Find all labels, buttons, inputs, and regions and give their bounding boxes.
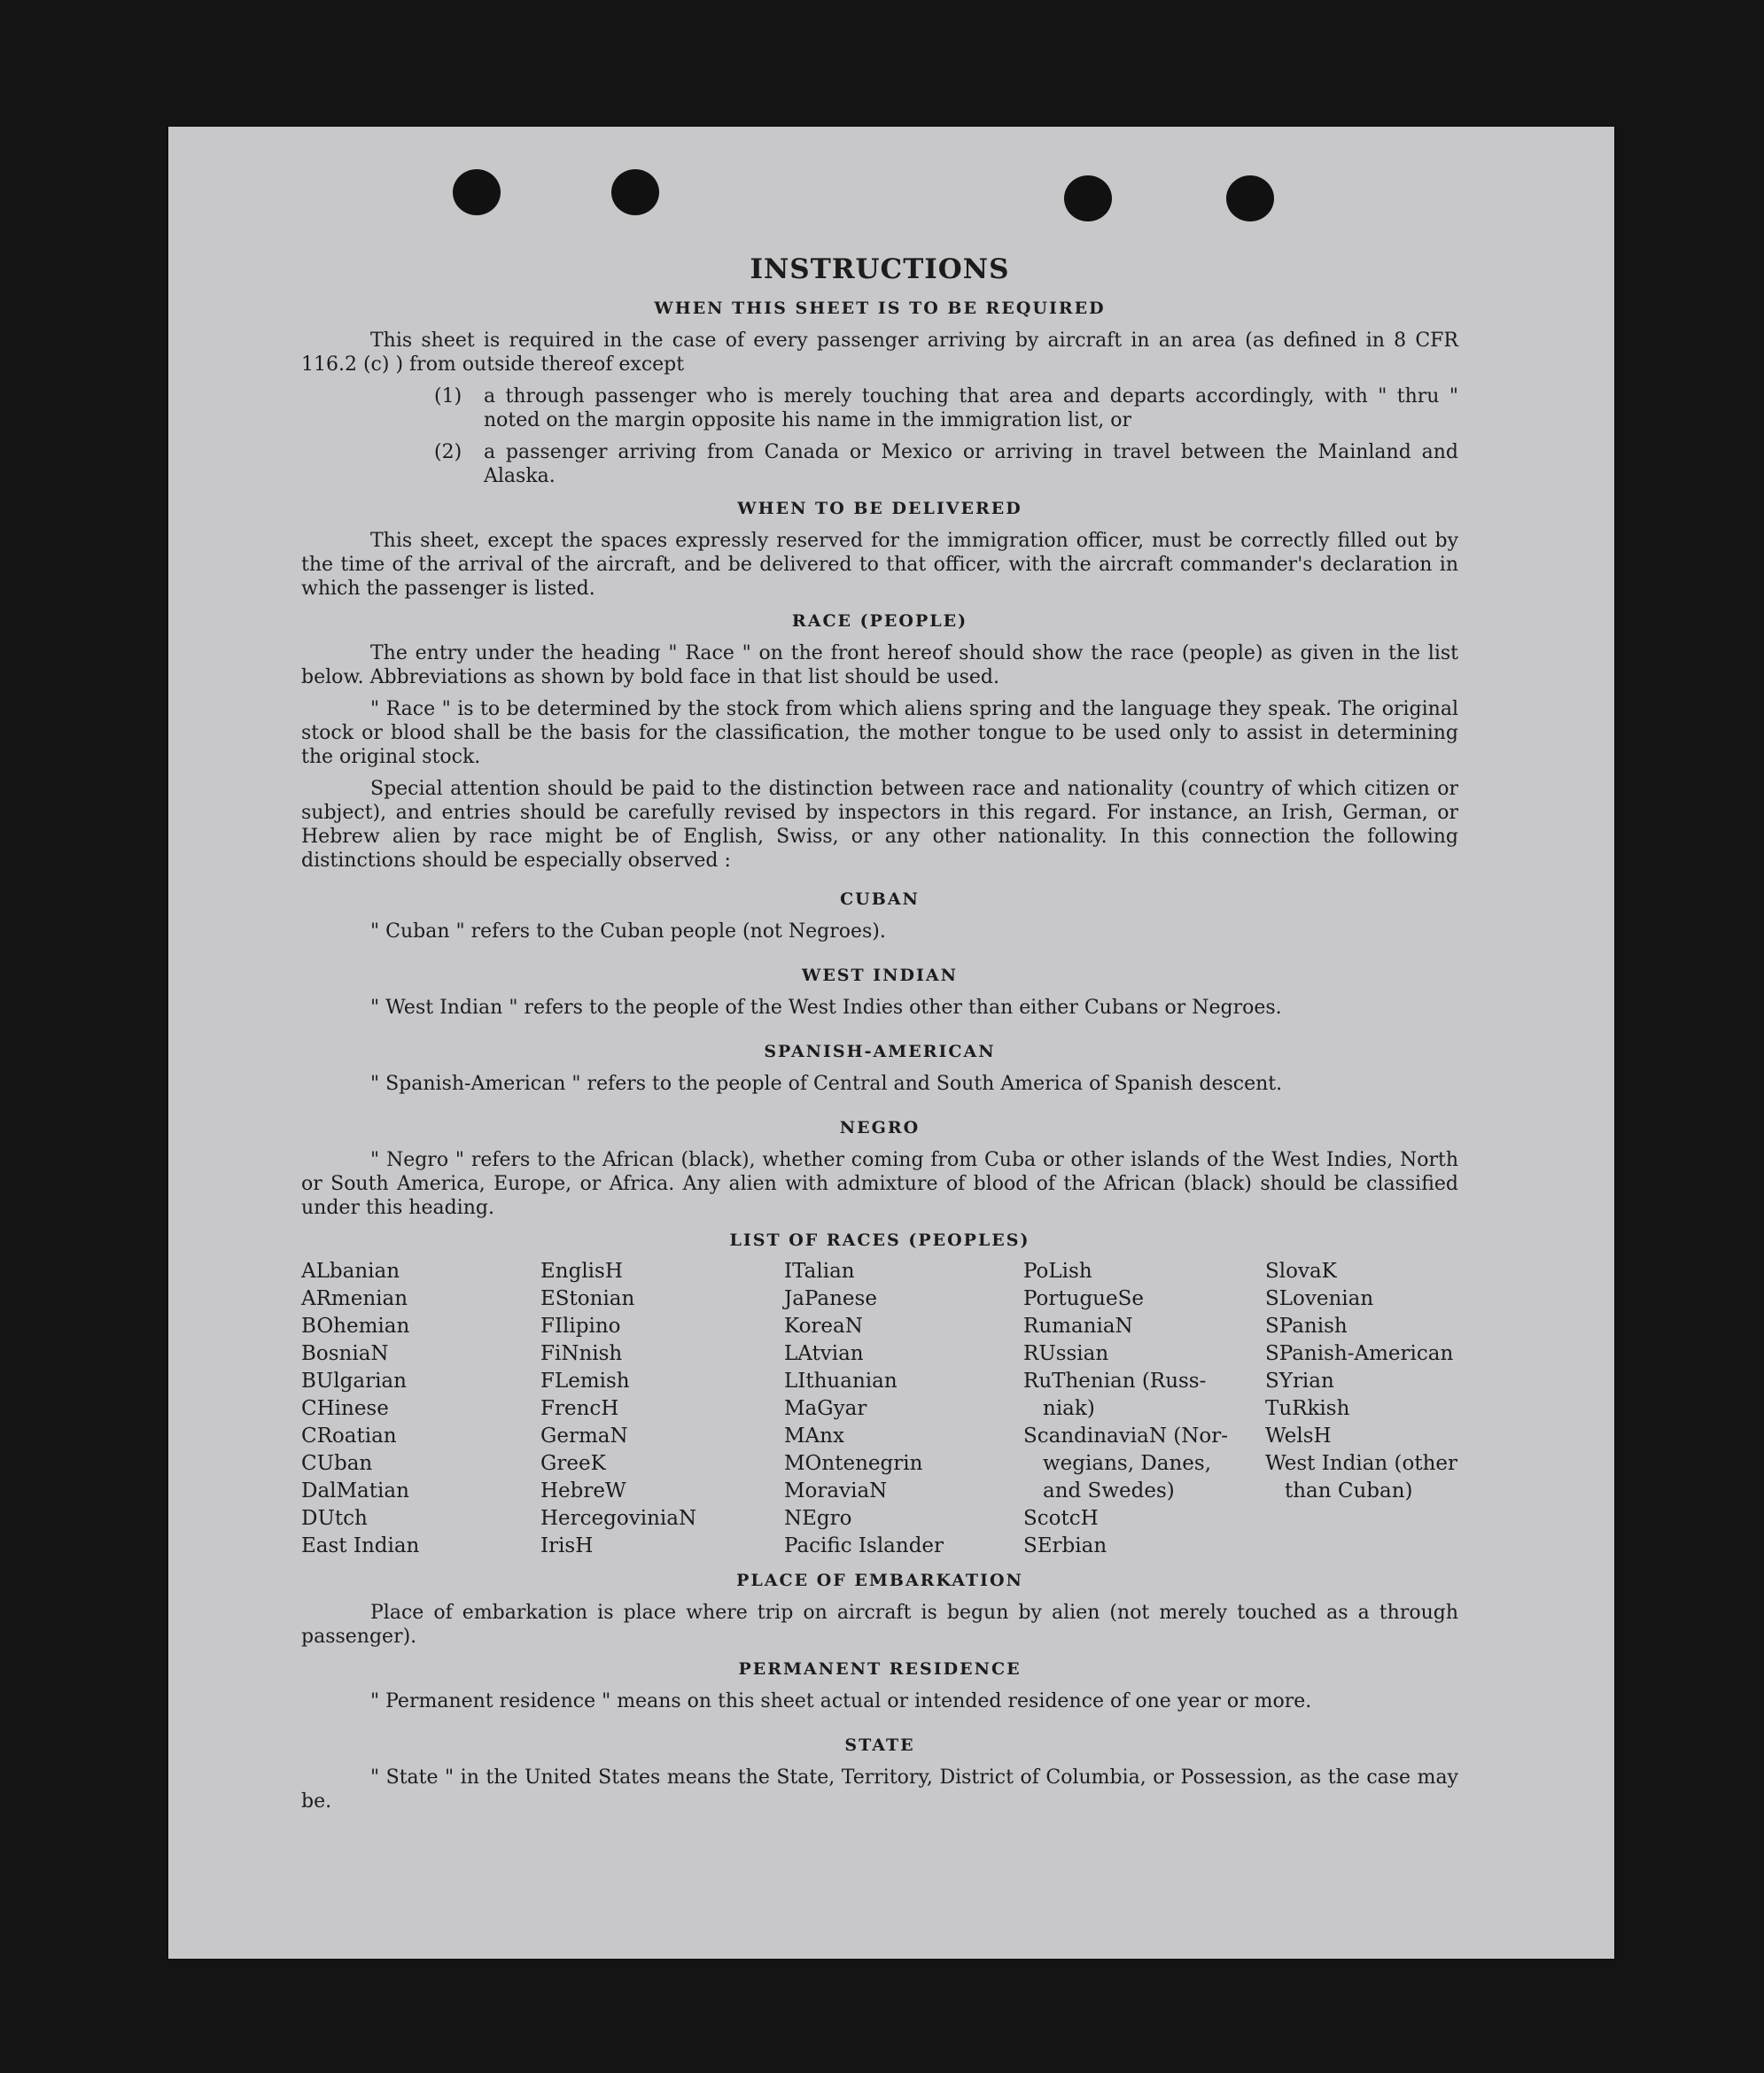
race-entry: GreeK (540, 1452, 606, 1475)
exception-item: (1) a through passenger who is merely touching that area and departs accordingly, with " thru " noted on the margin opposite his name in the immigration list, or (434, 385, 1458, 431)
race-entry: FLemish (540, 1370, 630, 1393)
spanish-american-text: " Spanish-American " refers to the people of Central and South America of Spanish descent. (370, 1073, 1283, 1095)
race-entry: HebreW (540, 1479, 626, 1502)
race-entry: FIlipino (540, 1315, 621, 1338)
race-entry: ITalian (784, 1260, 855, 1283)
race-entry: WelsH (1265, 1425, 1332, 1448)
race-entry: MaGyar (784, 1397, 867, 1420)
race-entry: LIthuanian (784, 1370, 898, 1393)
race-entry: RumaniaN (1023, 1315, 1133, 1338)
race-entry: TuRkish (1265, 1397, 1350, 1420)
heading-state: STATE (844, 1735, 915, 1755)
race-entry: GermaN (540, 1425, 628, 1448)
race-entry: MOntenegrin (784, 1452, 923, 1475)
race-entry: PoLish (1023, 1260, 1092, 1283)
race-entry: wegians, Danes, (1043, 1452, 1212, 1475)
race-entry: BUlgarian (301, 1370, 407, 1393)
race-entry: SErbian (1023, 1534, 1107, 1557)
race-entry: BOhemian (301, 1315, 410, 1338)
race-entry: CRoatian (301, 1425, 397, 1448)
heading-west-indian: WEST INDIAN (801, 966, 959, 985)
race-entry: SPanish (1265, 1315, 1348, 1338)
race-entry: CHinese (301, 1397, 389, 1420)
race-entry: RuThenian (Russ- (1023, 1370, 1207, 1393)
races-list (301, 1258, 1458, 1560)
embarkation-text: Place of embarkation is place where trip on aircraft is begun by alien (not merely touched as a through passenger). (301, 1602, 1458, 1648)
races-column (1265, 1258, 1458, 1560)
race-entry: FrencH (540, 1397, 619, 1420)
heading-race: RACE (PEOPLE) (791, 611, 968, 631)
race-entry: BosniaN (301, 1342, 389, 1365)
race-entry: and Swedes) (1043, 1479, 1175, 1502)
punch-hole (611, 169, 659, 215)
heading-list-of-races: LIST OF RACES (PEOPLES) (729, 1231, 1030, 1250)
west-indian-text: " West Indian " refers to the people of the West Indies other than either Cubans or Negroes. (370, 997, 1282, 1019)
race-entry: West Indian (other (1265, 1452, 1458, 1475)
race-entry: ALbanian (301, 1260, 400, 1283)
race-entry: Pacific Islander (784, 1534, 944, 1557)
race-entry: niak) (1043, 1397, 1095, 1420)
punch-hole (1226, 175, 1274, 221)
races-column (784, 1258, 1023, 1560)
races-column (1023, 1258, 1265, 1560)
race-entry: SPanish-American (1265, 1342, 1454, 1365)
races-column (301, 1258, 540, 1560)
document-sheet (168, 127, 1614, 1959)
residence-text: " Permanent residence " means on this sheet actual or intended residence of one year or more. (370, 1690, 1312, 1712)
instructions-content (301, 251, 1458, 1813)
race-entry: EStonian (540, 1287, 635, 1310)
race-entry: IrisH (540, 1534, 594, 1557)
heading-when-delivered: WHEN TO BE DELIVERED (737, 499, 1022, 518)
races-column (540, 1258, 784, 1560)
race-entry: than Cuban) (1285, 1479, 1413, 1502)
heading-spanish-american: SPANISH-AMERICAN (764, 1042, 996, 1061)
race-entry: East Indian (301, 1534, 420, 1557)
race-entry: KoreaN (784, 1315, 863, 1338)
negro-text: " Negro " refers to the African (black), whether coming from Cuba or other islands of the West Indies, North or South America, Europe, or Africa. Any alien with admixture of blood of the African (black) should be classified under this heading. (301, 1149, 1458, 1219)
when-required-intro: This sheet is required in the case of every passenger arriving by aircraft in an area (as defined in 8 CFR 116.2 (c) ) from outside thereof except (301, 330, 1458, 376)
race-paragraph: The entry under the heading " Race " on the front hereof should show the race (people) as given in the list below. Abbreviations as shown by bold face in that list should be used. (301, 642, 1458, 688)
page-title: INSTRUCTIONS (750, 253, 1010, 285)
race-entry: EnglisH (540, 1260, 623, 1283)
race-entry: CUban (301, 1452, 373, 1475)
race-entry: MAnx (784, 1425, 844, 1448)
heading-residence: PERMANENT RESIDENCE (738, 1659, 1022, 1679)
heading-embarkation: PLACE OF EMBARKATION (736, 1571, 1023, 1590)
state-text: " State " in the United States means the State, Territory, District of Columbia, or Possession, as the case may be. (301, 1766, 1458, 1813)
race-entry: LAtvian (784, 1342, 864, 1365)
race-entry: SYrian (1265, 1370, 1334, 1393)
heading-negro: NEGRO (839, 1118, 921, 1137)
race-entry: DalMatian (301, 1479, 409, 1502)
race-entry: RUssian (1023, 1342, 1109, 1365)
punch-hole (453, 169, 501, 215)
when-delivered-text: This sheet, except the spaces expressly reserved for the immigration officer, must be correctly filled out by the time of the arrival of the aircraft, and be delivered to that officer, with the aircraft commander's declaration in which the passenger is listed. (301, 530, 1458, 600)
race-paragraph: Special attention should be paid to the distinction between race and nationality (country of which citizen or subject), and entries should be carefully revised by inspectors in this regard. For instance, an Irish, German, or Hebrew alien by race might be of English, Swiss, or any other nationality. In this connection the following distinctions should be especially observed : (301, 778, 1458, 872)
cuban-text: " Cuban " refers to the Cuban people (not Negroes). (370, 920, 886, 943)
race-entry: ARmenian (301, 1287, 408, 1310)
race-entry: ScotcH (1023, 1507, 1099, 1530)
heading-when-required: WHEN THIS SHEET IS TO BE REQUIRED (654, 299, 1106, 318)
race-entry: MoraviaN (784, 1479, 888, 1502)
race-entry: SLovenian (1265, 1287, 1374, 1310)
race-entry: PortugueSe (1023, 1287, 1144, 1310)
race-entry: SlovaK (1265, 1260, 1337, 1283)
race-entry: NEgro (784, 1507, 852, 1530)
race-entry: FiNnish (540, 1342, 623, 1365)
punch-hole (1064, 175, 1112, 221)
race-paragraph: " Race " is to be determined by the stock from which aliens spring and the language they speak. The original stock or blood shall be the basis for the classification, the mother tongue to be used only to assist in determining the original stock. (301, 698, 1458, 768)
heading-cuban: CUBAN (840, 889, 920, 909)
race-entry: ScandinaviaN (Nor- (1023, 1425, 1228, 1448)
race-entry: DUtch (301, 1507, 368, 1530)
race-entry: JaPanese (784, 1287, 877, 1310)
race-entry: HercegoviniaN (540, 1507, 697, 1530)
exception-item: (2) a passenger arriving from Canada or Mexico or arriving in travel between the Mainland and Alaska. (434, 441, 1458, 487)
